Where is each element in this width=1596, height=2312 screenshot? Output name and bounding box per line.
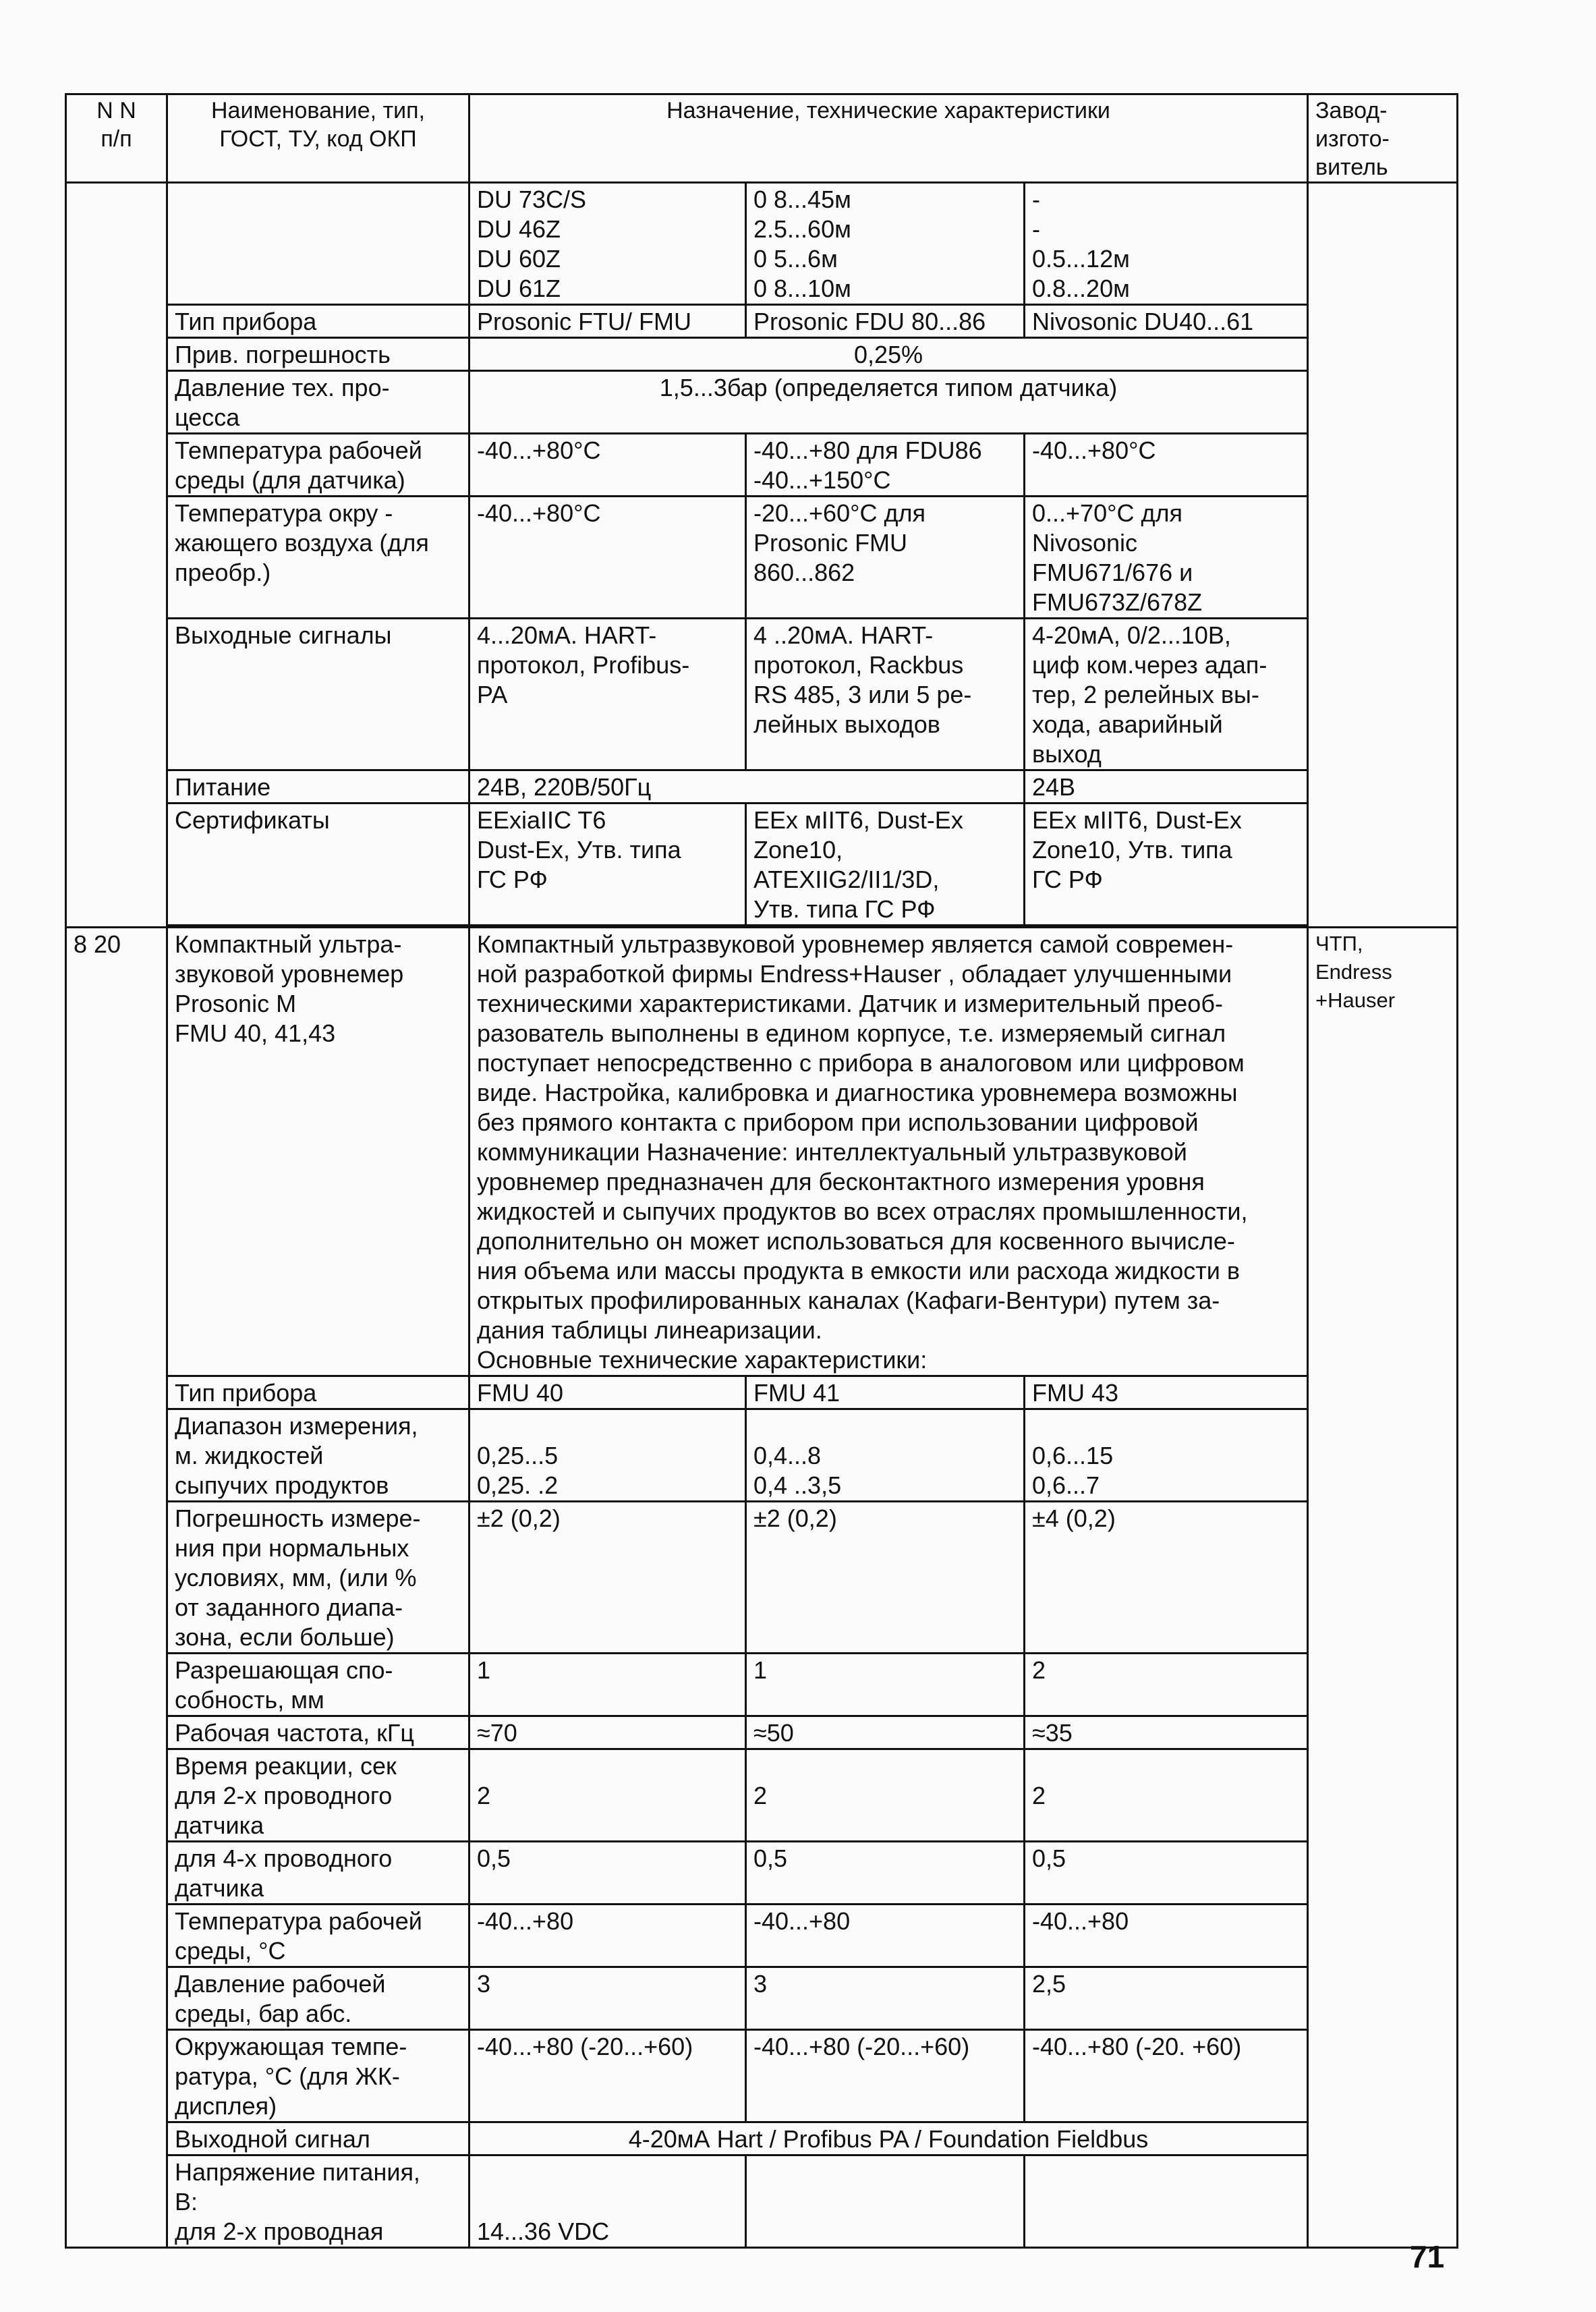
cell-a: -40...+80°C	[469, 434, 746, 497]
cell-b: 0,5	[746, 1842, 1025, 1905]
table-row	[66, 2155, 1458, 2248]
cell-a: -40...+80 (-20...+60)	[469, 2030, 746, 2122]
table-row	[66, 1654, 1458, 1716]
cell-span: 1,5...3бар (определяется типом датчика)	[469, 371, 1308, 434]
cell-b: FMU 41	[746, 1376, 1025, 1409]
cell-a: 0,5	[469, 1842, 746, 1905]
cell-b: 4 ..20мА. HART- протокол, Rackbus RS 485, 3 или 5 ре- лейных выходов	[746, 619, 1025, 770]
header-row	[66, 94, 1458, 183]
table-row	[66, 1842, 1458, 1905]
row-label: Рабочая частота, кГц	[167, 1716, 469, 1749]
cell-a: 1	[469, 1654, 746, 1716]
spec-table	[65, 93, 1458, 2249]
cell-b: -40...+80 (-20...+60)	[746, 2030, 1025, 2122]
cell-a: 2	[469, 1749, 746, 1842]
item-name: Компактный ультра- звуковой уровнемер Prosonic M FMU 40, 41,43	[167, 928, 469, 1376]
row-label: Диапазон измерения, м. жидкостей сыпучих продуктов	[167, 1409, 469, 1502]
maker-cell-empty	[1308, 183, 1458, 928]
cell-b: EEx мIIT6, Dust-Ex Zone10, ATEXIIG2/II1/3D, Утв. типа ГС РФ	[746, 803, 1025, 926]
cell-c: ±4 (0,2)	[1025, 1502, 1308, 1654]
cell-b: 3	[746, 1967, 1025, 2030]
cell-a: EExiaIIC T6 Dust-Ex, Утв. типа ГС РФ	[469, 803, 746, 926]
cell-a: -40...+80°C	[469, 497, 746, 619]
table-row	[66, 803, 1458, 926]
table-row	[66, 2030, 1458, 2122]
model-list-b: 0 8...45м 2.5...60м 0 5...6м 0 8...10м	[746, 183, 1025, 305]
table-row	[66, 183, 1458, 305]
cell-c: -40...+80 (-20. +60)	[1025, 2030, 1308, 2122]
cell-c: 4-20мА, 0/2...10В, циф ком.через адап- тер, 2 релейных вы- хода, аварийный выход	[1025, 619, 1308, 770]
cell-a: ±2 (0,2)	[469, 1502, 746, 1654]
table-row	[66, 497, 1458, 619]
cell-a: 0,25...5 0,25. .2	[469, 1409, 746, 1502]
page-number: 71	[1410, 2239, 1445, 2274]
cell-c: 24В	[1025, 770, 1308, 803]
cell-a: 14...36 VDC	[469, 2155, 746, 2248]
item-number: 8 20	[66, 928, 167, 2248]
table-row	[66, 1967, 1458, 2030]
cell-c: 0,6...15 0,6...7	[1025, 1409, 1308, 1502]
nn-cell-empty	[66, 183, 167, 928]
cell-b: 0,4...8 0,4 ..3,5	[746, 1409, 1025, 1502]
cell-a: Prosonic FTU/ FMU	[469, 305, 746, 338]
cell-c: 2	[1025, 1654, 1308, 1716]
cell-c: 0...+70°C для Nivosonic FMU671/676 и FMU673Z/678Z	[1025, 497, 1308, 619]
cell-a: 4...20мА. HART- протокол, Profibus- PA	[469, 619, 746, 770]
table-row	[66, 928, 1458, 1376]
row-label: Напряжение питания, В: для 2-х проводная	[167, 2155, 469, 2248]
table-row	[66, 1502, 1458, 1654]
cell-a: -40...+80	[469, 1905, 746, 1967]
cell-b: ±2 (0,2)	[746, 1502, 1025, 1654]
row-label: Погрешность измере- ния при нормальных условиях, мм, (или % от заданного диапа- зона, если больше)	[167, 1502, 469, 1654]
row-label: для 4-х проводного датчика	[167, 1842, 469, 1905]
cell-b: 2	[746, 1749, 1025, 1842]
table-row	[66, 1716, 1458, 1749]
cell-a: FMU 40	[469, 1376, 746, 1409]
row-label: Разрешающая спо- собность, мм	[167, 1654, 469, 1716]
row-label: Сертификаты	[167, 803, 469, 926]
cell-b	[746, 2155, 1025, 2248]
item-maker: ЧТП, Endress +Hauser	[1308, 928, 1458, 2248]
row-label: Время реакции, сек для 2-х проводного датчика	[167, 1749, 469, 1842]
cell-c: -40...+80	[1025, 1905, 1308, 1967]
table-row	[66, 619, 1458, 770]
cell-b: ≈50	[746, 1716, 1025, 1749]
cell-span: 4-20мА Hart / Profibus PA / Foundation Fieldbus	[469, 2122, 1308, 2155]
cell-c	[1025, 2155, 1308, 2248]
cell-c: ≈35	[1025, 1716, 1308, 1749]
row-label: Выходные сигналы	[167, 619, 469, 770]
row-label: Температура рабочей среды, °C	[167, 1905, 469, 1967]
table-row	[66, 1376, 1458, 1409]
item-description: Компактный ультразвуковой уровнемер является самой современ- ной разработкой фирмы Endress+Hauser , обладает улучшенными техническими характеристиками. Датчик и измерительный преоб- разователь выполнены в едином корпусе, т.е. измеряемый сигнал поступает непосредственно с прибора в аналоговом или цифровом виде. Настройка, калибровка и диагностика уровнемера возможны без прямого контакта с прибором при использовании цифровой коммуникации Назначение: интеллектуальный ультразвуковой уровнемер предназначен для бесконтактного измерения уровня жидкостей и сыпучих продуктов во всех отраслях промышленности, дополнительно он может использоваться для косвенного вычисле- ния объема или массы продукта в емкости или расхода жидкости в открытых профилированных каналах (Кафаги-Вентури) путем за- дания таблицы линеаризации. Основные технические характеристики:	[469, 928, 1308, 1376]
cell-b: -40...+80 для FDU86 -40...+150°C	[746, 434, 1025, 497]
row-label: Окружающая темпе- ратура, °C (для ЖК- дисплея)	[167, 2030, 469, 2122]
row-label: Тип прибора	[167, 305, 469, 338]
table-row	[66, 770, 1458, 803]
table-row	[66, 371, 1458, 434]
header-nn: N N п/п	[66, 94, 167, 183]
row-label: Давление тех. про- цесса	[167, 371, 469, 434]
table-row	[66, 1905, 1458, 1967]
cell-span: 0,25%	[469, 338, 1308, 371]
row-label: Прив. погрешность	[167, 338, 469, 371]
header-maker: Завод- изгото- витель	[1308, 94, 1458, 183]
cell-b: -40...+80	[746, 1905, 1025, 1967]
model-list-a: DU 73C/S DU 46Z DU 60Z DU 61Z	[469, 183, 746, 305]
cell-ab: 24В, 220В/50Гц	[469, 770, 1025, 803]
cell-c: 2	[1025, 1749, 1308, 1842]
cell-c: EEx мIIT6, Dust-Ex Zone10, Утв. типа ГС РФ	[1025, 803, 1308, 926]
cell-c: FMU 43	[1025, 1376, 1308, 1409]
cell-b: Prosonic FDU 80...86	[746, 305, 1025, 338]
row-label: Питание	[167, 770, 469, 803]
table-row	[66, 2122, 1458, 2155]
cell-b: 1	[746, 1654, 1025, 1716]
cell-c: Nivosonic DU40...61	[1025, 305, 1308, 338]
row-label: Тип прибора	[167, 1376, 469, 1409]
table-row	[66, 305, 1458, 338]
header-purpose: Назначение, технические характеристики	[469, 94, 1308, 183]
row-label: Выходной сигнал	[167, 2122, 469, 2155]
row-label: Температура окру - жающего воздуха (для преобр.)	[167, 497, 469, 619]
cell-c: 0,5	[1025, 1842, 1308, 1905]
cell-a: ≈70	[469, 1716, 746, 1749]
table-row	[66, 338, 1458, 371]
row-label: Давление рабочей среды, бар абс.	[167, 1967, 469, 2030]
table-row	[66, 1749, 1458, 1842]
table-row	[66, 1409, 1458, 1502]
cell-b: -20...+60°C для Prosonic FMU 860...862	[746, 497, 1025, 619]
cell-a: 3	[469, 1967, 746, 2030]
cell-c: -40...+80°C	[1025, 434, 1308, 497]
table-row	[66, 434, 1458, 497]
model-list-c: - - 0.5...12м 0.8...20м	[1025, 183, 1308, 305]
header-name: Наименование, тип, ГОСТ, ТУ, код ОКП	[167, 94, 469, 183]
row-label: Температура рабочей среды (для датчика)	[167, 434, 469, 497]
cell-c: 2,5	[1025, 1967, 1308, 2030]
row-label	[167, 183, 469, 305]
